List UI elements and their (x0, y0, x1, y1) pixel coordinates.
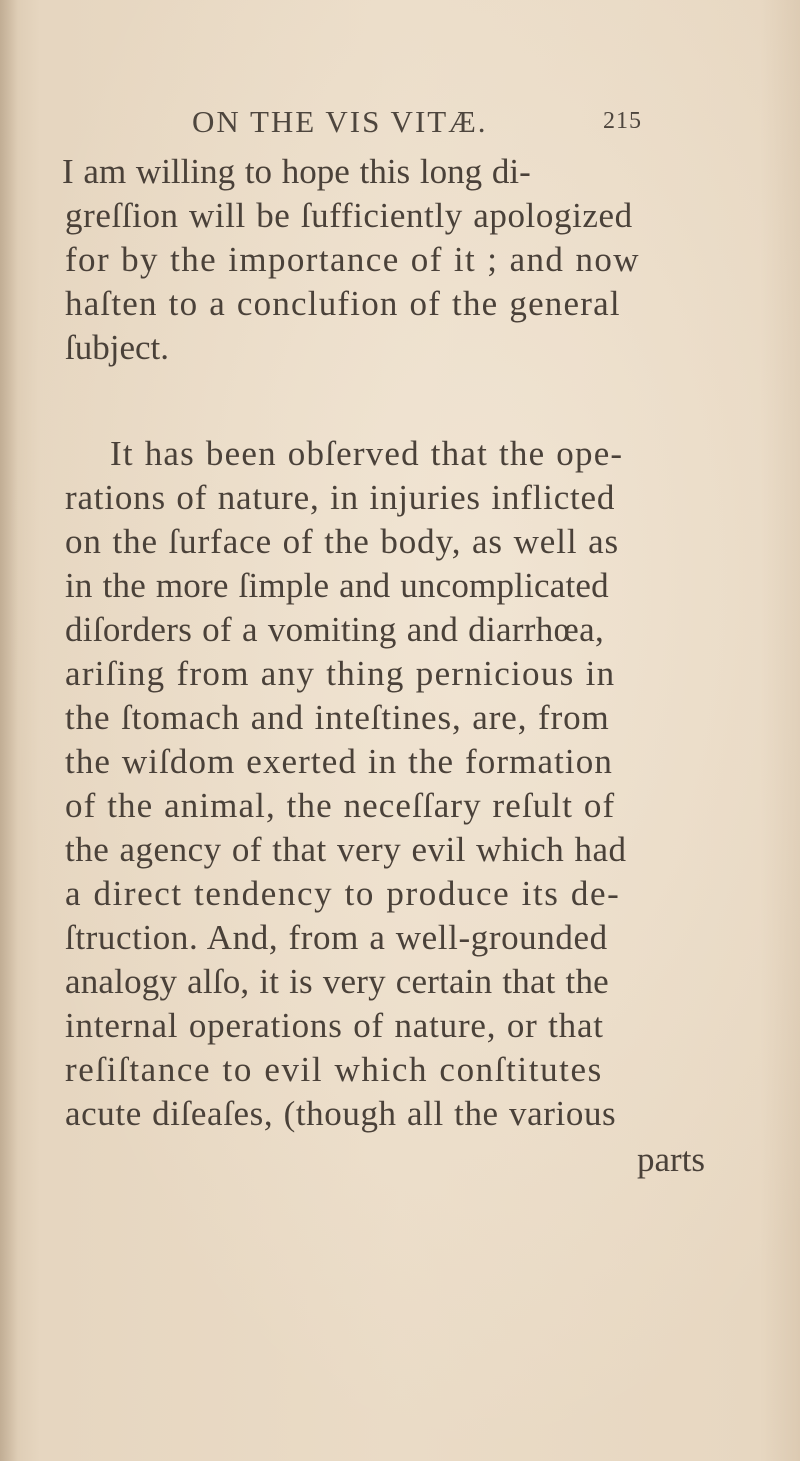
text-line: the wiſdom exerted in the formation (65, 742, 613, 781)
text-line: the ſtomach and inteſtines, are, from (65, 698, 610, 737)
text-line: I am willing to hope this long di- (62, 152, 531, 191)
text-line: diſorders of a vomiting and diarrhœa, (65, 610, 605, 649)
catchword: parts (637, 1140, 706, 1179)
page-number: 215 (603, 108, 642, 134)
text-line: acute diſeaſes, (though all the various (65, 1094, 617, 1133)
text-line: greſſion will be ſufficiently apologized (65, 196, 633, 235)
text-line: internal operations of nature, or that (65, 1006, 604, 1045)
text-line: ſubject. (65, 328, 169, 367)
text-line: for by the importance of it ; and now (65, 240, 640, 279)
text-line: analogy alſo, it is very certain that the (65, 962, 609, 1001)
text-line: haſten to a conclufion of the general (65, 284, 621, 323)
text-line: rations of nature, in injuries inflicted (65, 478, 616, 517)
spine-shadow (0, 0, 18, 1461)
text-line: reſiſtance to evil which conſtitutes (65, 1050, 603, 1089)
text-line: It has been obſerved that the ope- (110, 434, 624, 473)
text-line: on the ſurface of the body, as well as (65, 522, 620, 561)
text-line: ariſing from any thing pernicious in (65, 654, 616, 693)
text-line: ſtruction. And, from a well-grounded (65, 918, 608, 957)
running-head-title: ON THE VIS VITÆ. (192, 104, 488, 139)
text-line: of the animal, the neceſſary reſult of (65, 786, 616, 825)
running-head (192, 104, 642, 148)
text-line: the agency of that very evil which had (65, 830, 627, 869)
text-line: a direct tendency to produce its de- (65, 874, 621, 913)
text-line: in the more ſimple and uncomplicated (65, 566, 609, 605)
